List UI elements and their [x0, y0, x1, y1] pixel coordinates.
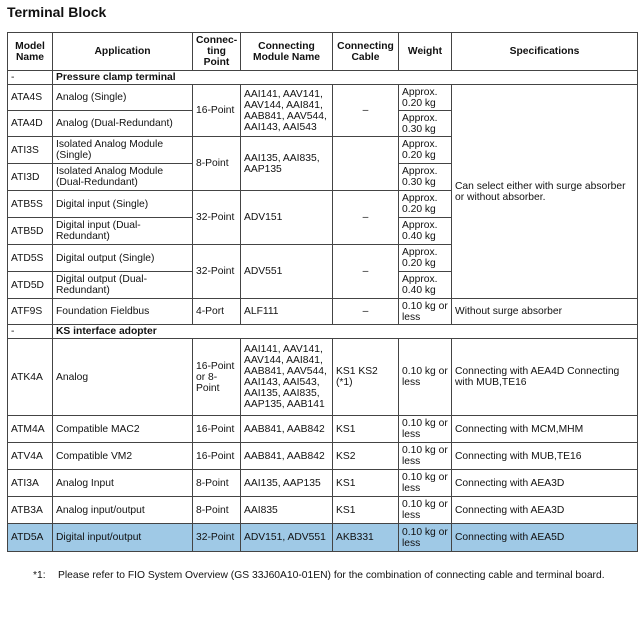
point-cell: 16-Point or 8-Point	[193, 339, 241, 416]
point-cell: 16-Point	[193, 416, 241, 443]
application-cell: Digital input (Single)	[53, 191, 193, 218]
section-row	[8, 71, 638, 85]
module-cell: AAI141, AAV141, AAV144, AAI841, AAB841, AAV544, AAI143, AAI543	[241, 85, 333, 137]
weight-cell: Approx. 0.20 kg	[399, 137, 452, 164]
page-title: Terminal Block	[7, 4, 107, 20]
spec-cell: Can select either with surge absorber or without absorber.	[452, 85, 638, 299]
module-cell: AAB841, AAB842	[241, 416, 333, 443]
cable-cell: AKB331	[333, 524, 399, 552]
weight-cell: Approx. 0.20 kg	[399, 191, 452, 218]
footnote-mark: *1:	[33, 570, 46, 581]
point-cell: 32-Point	[193, 524, 241, 552]
weight-cell: Approx. 0.20 kg	[399, 245, 452, 272]
point-cell: 4-Port	[193, 299, 241, 325]
header-module: Connecting Module Name	[241, 33, 333, 71]
spec-cell: Connecting with MUB,TE16	[452, 443, 638, 470]
header-point: Connec-ting Point	[193, 33, 241, 71]
point-cell: 16-Point	[193, 85, 241, 137]
section-row	[8, 325, 638, 339]
point-cell: 8-Point	[193, 470, 241, 497]
application-cell: Analog (Dual-Redundant)	[53, 111, 193, 137]
point-cell: 8-Point	[193, 137, 241, 191]
table-row	[8, 416, 638, 443]
cable-cell: –	[333, 85, 399, 137]
weight-cell: 0.10 kg or less	[399, 470, 452, 497]
footnote-text: Please refer to FIO System Overview (GS 33J60A10-01EN) for the combination of connecting cable and terminal board.	[58, 570, 605, 581]
cable-cell: KS1	[333, 470, 399, 497]
model-cell: ATB5S	[8, 191, 53, 218]
point-cell: 32-Point	[193, 191, 241, 245]
cable-cell: KS1 KS2 (*1)	[333, 339, 399, 416]
module-cell: AAI141, AAV141, AAV144, AAI841, AAB841, AAV544, AAI143, AAI543, AAI135, AAI835, AAP135, AAB141	[241, 339, 333, 416]
weight-cell: Approx. 0.30 kg	[399, 111, 452, 137]
header-application: Application	[53, 33, 193, 71]
application-cell: Analog	[53, 339, 193, 416]
spec-cell: Connecting with AEA4D Connecting with MUB,TE16	[452, 339, 638, 416]
module-cell: AAI135, AAP135	[241, 470, 333, 497]
cable-cell: KS2	[333, 443, 399, 470]
module-cell: ADV151	[241, 191, 333, 245]
spec-cell: Connecting with AEA3D	[452, 497, 638, 524]
model-cell: ATF9S	[8, 299, 53, 325]
model-cell: ATA4S	[8, 85, 53, 111]
section-label: KS interface adopter	[53, 325, 638, 339]
model-cell: ATB5D	[8, 218, 53, 245]
model-cell: ATD5S	[8, 245, 53, 272]
header-cable: Connecting Cable	[333, 33, 399, 71]
weight-cell: 0.10 kg or less	[399, 497, 452, 524]
weight-cell: 0.10 kg or less	[399, 416, 452, 443]
module-cell: AAI135, AAI835, AAP135	[241, 137, 333, 191]
application-cell: Compatible MAC2	[53, 416, 193, 443]
module-cell: AAI835	[241, 497, 333, 524]
section-dash: -	[8, 325, 53, 339]
application-cell: Isolated Analog Module (Dual-Redundant)	[53, 164, 193, 191]
weight-cell: 0.10 kg or less	[399, 524, 452, 552]
cable-cell: –	[333, 245, 399, 299]
model-cell: ATV4A	[8, 443, 53, 470]
application-cell: Compatible VM2	[53, 443, 193, 470]
model-cell: ATD5A	[8, 524, 53, 552]
header-spec: Specifications	[452, 33, 638, 71]
model-cell: ATK4A	[8, 339, 53, 416]
spec-cell: Connecting with AEA5D	[452, 524, 638, 552]
point-cell: 32-Point	[193, 245, 241, 299]
module-cell: ADV551	[241, 245, 333, 299]
table-row	[8, 497, 638, 524]
model-cell: ATA4D	[8, 111, 53, 137]
application-cell: Analog (Single)	[53, 85, 193, 111]
weight-cell: Approx. 0.30 kg	[399, 164, 452, 191]
cable-cell	[333, 137, 399, 191]
cable-cell: –	[333, 191, 399, 245]
weight-cell: Approx. 0.20 kg	[399, 85, 452, 111]
application-cell: Digital input/output	[53, 524, 193, 552]
table-row	[8, 470, 638, 497]
model-cell: ATI3S	[8, 137, 53, 164]
cable-cell: KS1	[333, 416, 399, 443]
module-cell: AAB841, AAB842	[241, 443, 333, 470]
application-cell: Digital output (Dual-Redundant)	[53, 272, 193, 299]
model-cell: ATI3A	[8, 470, 53, 497]
point-cell: 8-Point	[193, 497, 241, 524]
weight-cell: Approx. 0.40 kg	[399, 218, 452, 245]
model-cell: ATI3D	[8, 164, 53, 191]
module-cell: ALF111	[241, 299, 333, 325]
section-label: Pressure clamp terminal	[53, 71, 638, 85]
application-cell: Foundation Fieldbus	[53, 299, 193, 325]
weight-cell: 0.10 kg or less	[399, 339, 452, 416]
section-dash: -	[8, 71, 53, 85]
terminal-block-table	[7, 32, 638, 552]
model-cell: ATM4A	[8, 416, 53, 443]
table-row	[8, 524, 638, 552]
cable-cell: KS1	[333, 497, 399, 524]
weight-cell: Approx. 0.40 kg	[399, 272, 452, 299]
model-cell: ATB3A	[8, 497, 53, 524]
spec-cell: Connecting with AEA3D	[452, 470, 638, 497]
application-cell: Isolated Analog Module (Single)	[53, 137, 193, 164]
table-row	[8, 443, 638, 470]
spec-cell: Without surge absorber	[452, 299, 638, 325]
cable-cell: –	[333, 299, 399, 325]
table-row	[8, 339, 638, 416]
application-cell: Analog Input	[53, 470, 193, 497]
table-row	[8, 85, 638, 111]
header-model: Model Name	[8, 33, 53, 71]
application-cell: Digital input (Dual-Redundant)	[53, 218, 193, 245]
application-cell: Digital output (Single)	[53, 245, 193, 272]
header-row	[8, 33, 638, 71]
application-cell: Analog input/output	[53, 497, 193, 524]
weight-cell: 0.10 kg or less	[399, 443, 452, 470]
spec-cell: Connecting with MCM,MHM	[452, 416, 638, 443]
header-weight: Weight	[399, 33, 452, 71]
table-row	[8, 299, 638, 325]
weight-cell: 0.10 kg or less	[399, 299, 452, 325]
module-cell: ADV151, ADV551	[241, 524, 333, 552]
point-cell: 16-Point	[193, 443, 241, 470]
model-cell: ATD5D	[8, 272, 53, 299]
